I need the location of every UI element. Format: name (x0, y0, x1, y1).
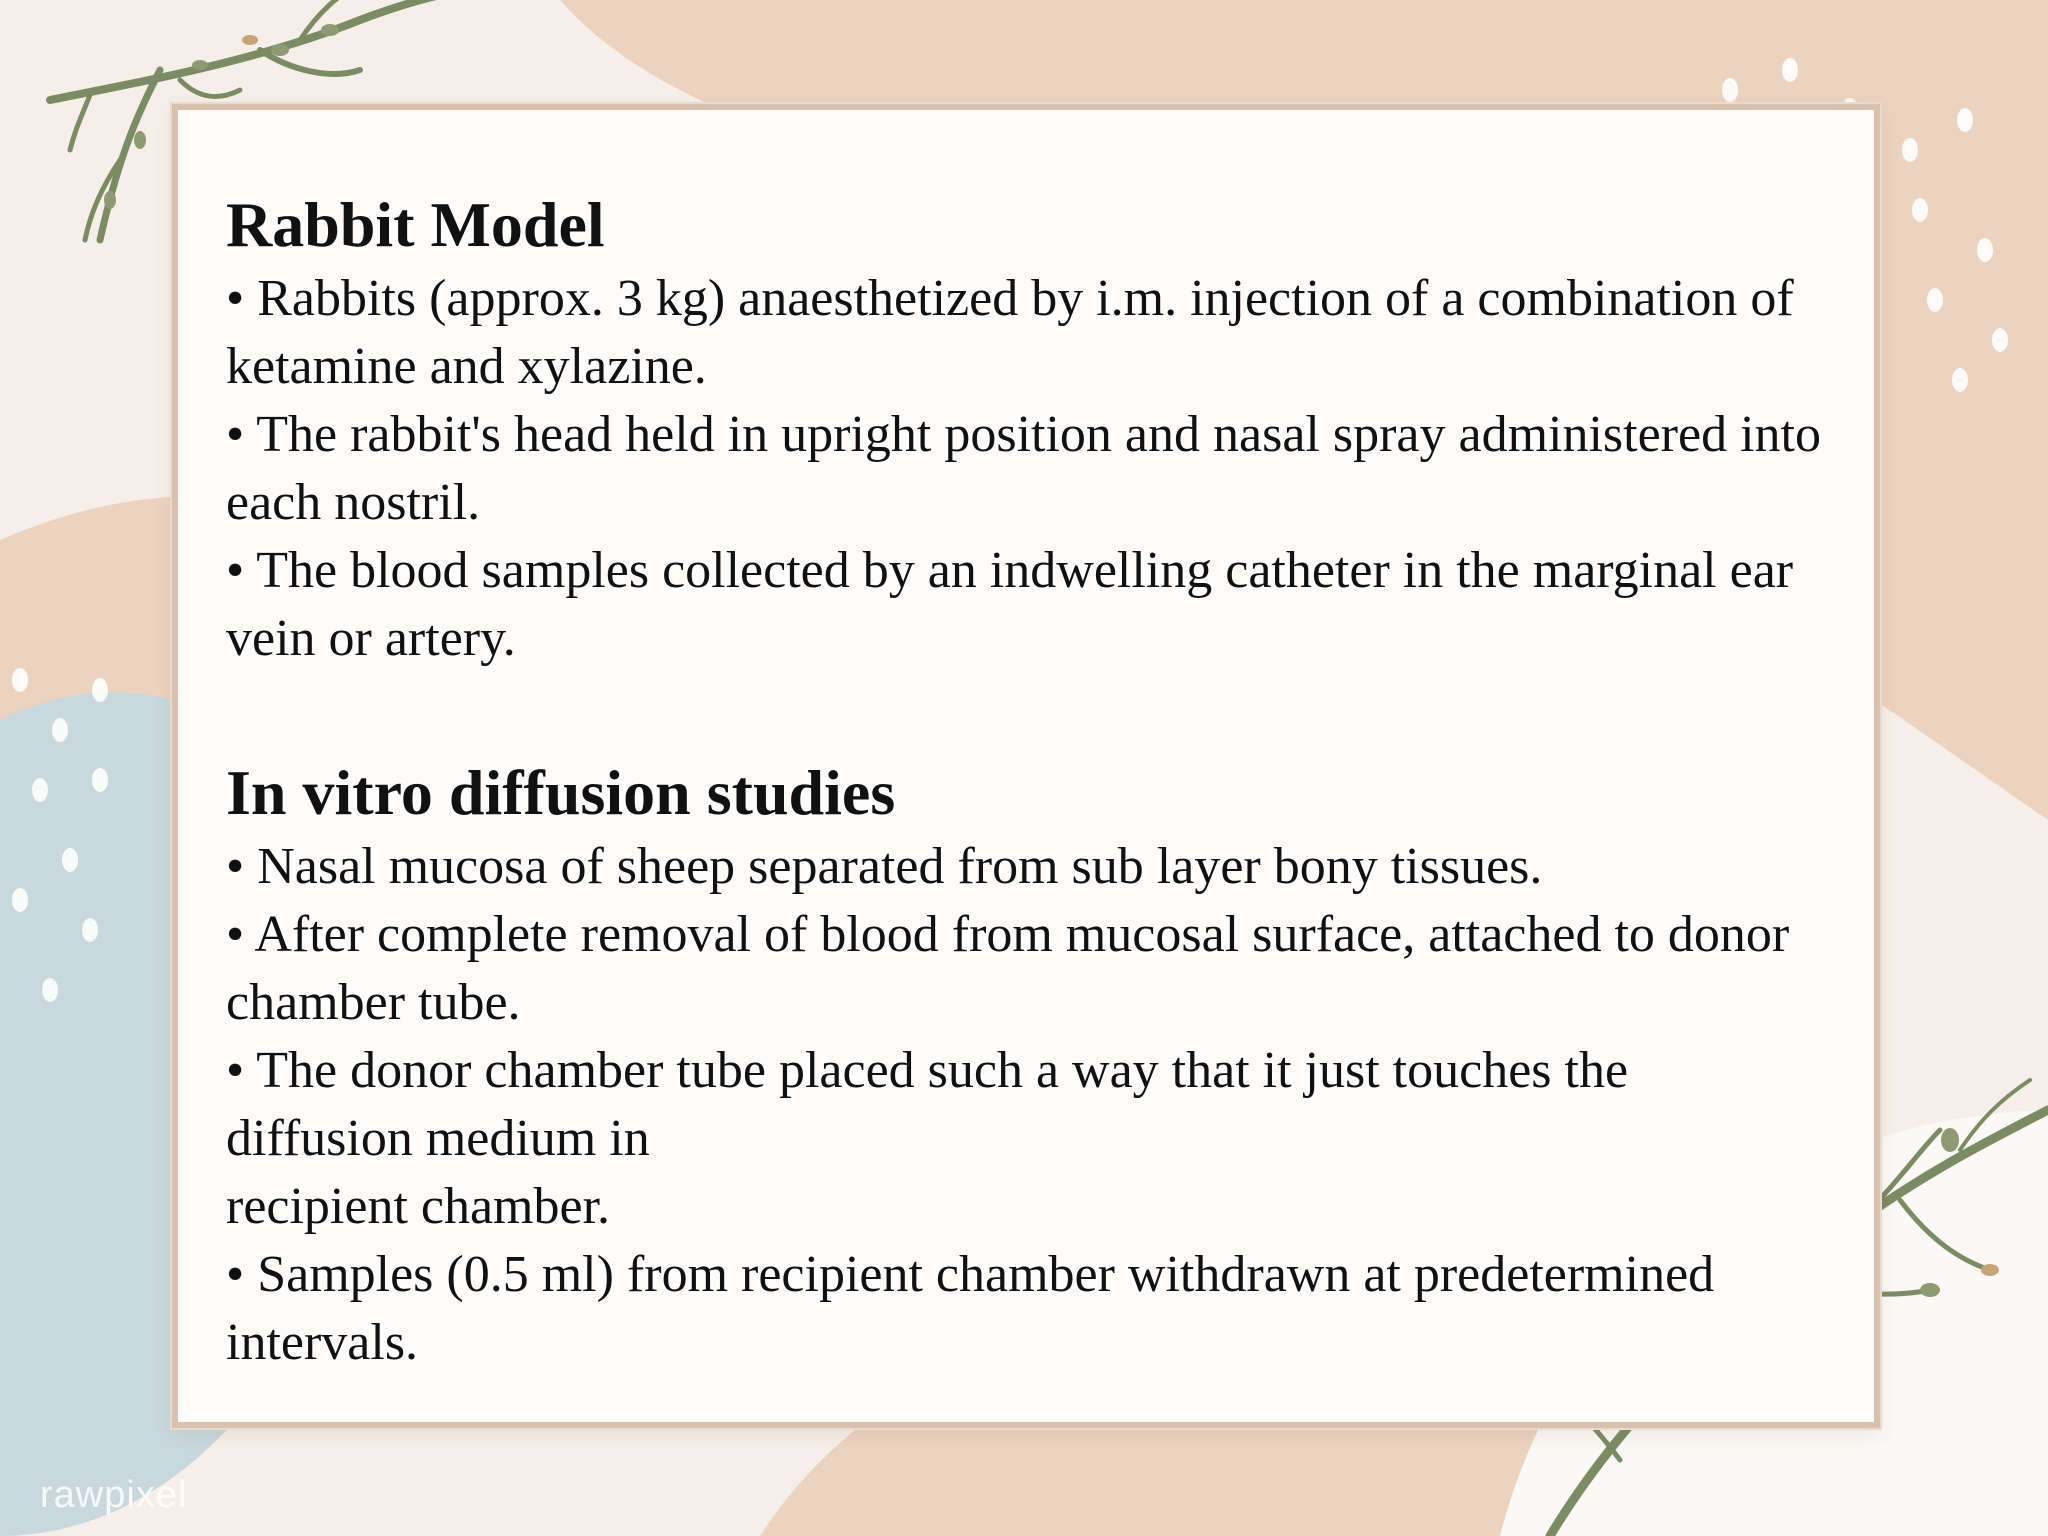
section-in-vitro-diffusion (226, 753, 1826, 1377)
section-heading: In vitro diffusion studies (226, 757, 896, 828)
bullet-item: • The blood samples collected by an indwelling catheter in the marginal ear vein or artery. (226, 542, 1794, 667)
watermark-text: rawpixel (40, 1474, 188, 1516)
bullet-item: • Rabbits (approx. 3 kg) anaesthetized by i.m. injection of a combination of ketamine and xylazine. (226, 270, 1794, 395)
bullet-list (226, 833, 1826, 1377)
section-heading: Rabbit Model (226, 189, 605, 260)
bullet-list (226, 265, 1826, 673)
bullet-item: • Samples (0.5 ml) from recipient chamber withdrawn at predetermined intervals. (226, 1246, 1715, 1371)
bullet-item: • The rabbit's head held in upright position and nasal spray administered into each nostril. (226, 406, 1821, 531)
section-rabbit-model (226, 185, 1826, 673)
bullet-item: • Nasal mucosa of sheep separated from sub layer bony tissues. (226, 838, 1543, 895)
bullet-item: • The donor chamber tube placed such a way that it just touches the diffusion medium in (226, 1042, 1629, 1167)
slide-content (226, 185, 1826, 1377)
section-spacer (226, 673, 1826, 753)
bullet-item: • After complete removal of blood from mucosal surface, attached to donor chamber tube. (226, 906, 1790, 1031)
bullet-item: recipient chamber. (226, 1178, 611, 1235)
